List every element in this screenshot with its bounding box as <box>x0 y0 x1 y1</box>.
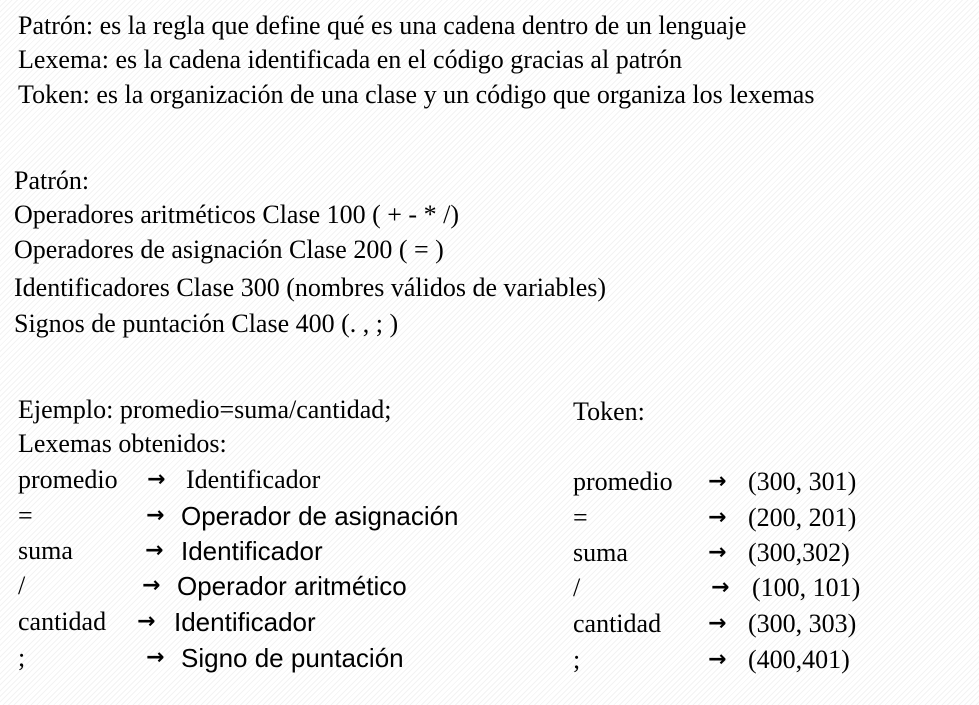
arrow-icon: → <box>708 469 727 494</box>
lexeme-cantidad: cantidad <box>18 607 107 636</box>
category-identificador: Identificador <box>181 536 323 566</box>
arrow-icon: → <box>711 575 730 600</box>
token-lexeme-cantidad: cantidad <box>573 609 662 638</box>
category-operador-aritmetico: Operador aritmético <box>177 571 407 601</box>
patron-item-identificadores: Identificadores Clase 300 (nombres válidos de variables) <box>14 273 607 302</box>
arrow-icon: → <box>142 573 161 598</box>
lexemes-label: Lexemas obtenidos: <box>18 429 227 458</box>
token-value: (300, 301) <box>748 467 857 496</box>
arrow-icon: → <box>147 467 166 492</box>
token-lexeme-semicolon: ; <box>573 645 581 674</box>
arrow-icon: → <box>708 611 727 636</box>
token-lexeme-equals: = <box>573 503 588 532</box>
category-signo-puntuacion: Signo de puntación <box>181 643 404 673</box>
lexeme-slash: / <box>18 571 26 600</box>
lexeme-semicolon: ; <box>18 643 26 672</box>
token-lexeme-promedio: promedio <box>573 467 673 496</box>
definition-lexema: Lexema: es la cadena identificada en el código gracias al patrón <box>18 45 683 74</box>
lexeme-promedio: promedio <box>18 465 118 494</box>
category-operador-asignacion: Operador de asignación <box>181 501 459 531</box>
token-value: (400,401) <box>748 645 850 674</box>
patron-title: Patrón: <box>14 166 90 195</box>
token-value: (300,302) <box>748 538 850 567</box>
definition-token: Token: es la organización de una clase y un código que organiza los lexemas <box>18 80 815 109</box>
category-identificador: Identificador <box>186 465 321 494</box>
arrow-icon: → <box>708 505 727 530</box>
token-heading: Token: <box>573 397 645 426</box>
token-lexeme-suma: suma <box>573 538 628 567</box>
arrow-icon: → <box>146 503 165 528</box>
arrow-icon: → <box>708 647 727 672</box>
definition-patron: Patrón: es la regla que define qué es una cadena dentro de un lenguaje <box>18 11 747 40</box>
arrow-icon: → <box>146 645 165 670</box>
patron-item-operadores-asignacion: Operadores de asignación Clase 200 ( = ) <box>14 235 444 264</box>
arrow-icon: → <box>145 538 164 563</box>
example-heading: Ejemplo: promedio=suma/cantidad; <box>18 395 392 424</box>
token-value: (100, 101) <box>752 573 861 602</box>
category-identificador: Identificador <box>174 607 316 637</box>
patron-item-signos-puntuacion: Signos de puntación Clase 400 (. , ; ) <box>14 309 399 338</box>
lexeme-equals: = <box>18 501 33 530</box>
arrow-icon: → <box>708 540 727 565</box>
token-lexeme-slash: / <box>573 573 581 602</box>
token-value: (300, 303) <box>748 609 857 638</box>
lexeme-suma: suma <box>18 536 73 565</box>
arrow-icon: → <box>137 609 156 634</box>
patron-item-operadores-aritmeticos: Operadores aritméticos Clase 100 ( + - * /) <box>14 200 459 229</box>
token-value: (200, 201) <box>748 503 857 532</box>
